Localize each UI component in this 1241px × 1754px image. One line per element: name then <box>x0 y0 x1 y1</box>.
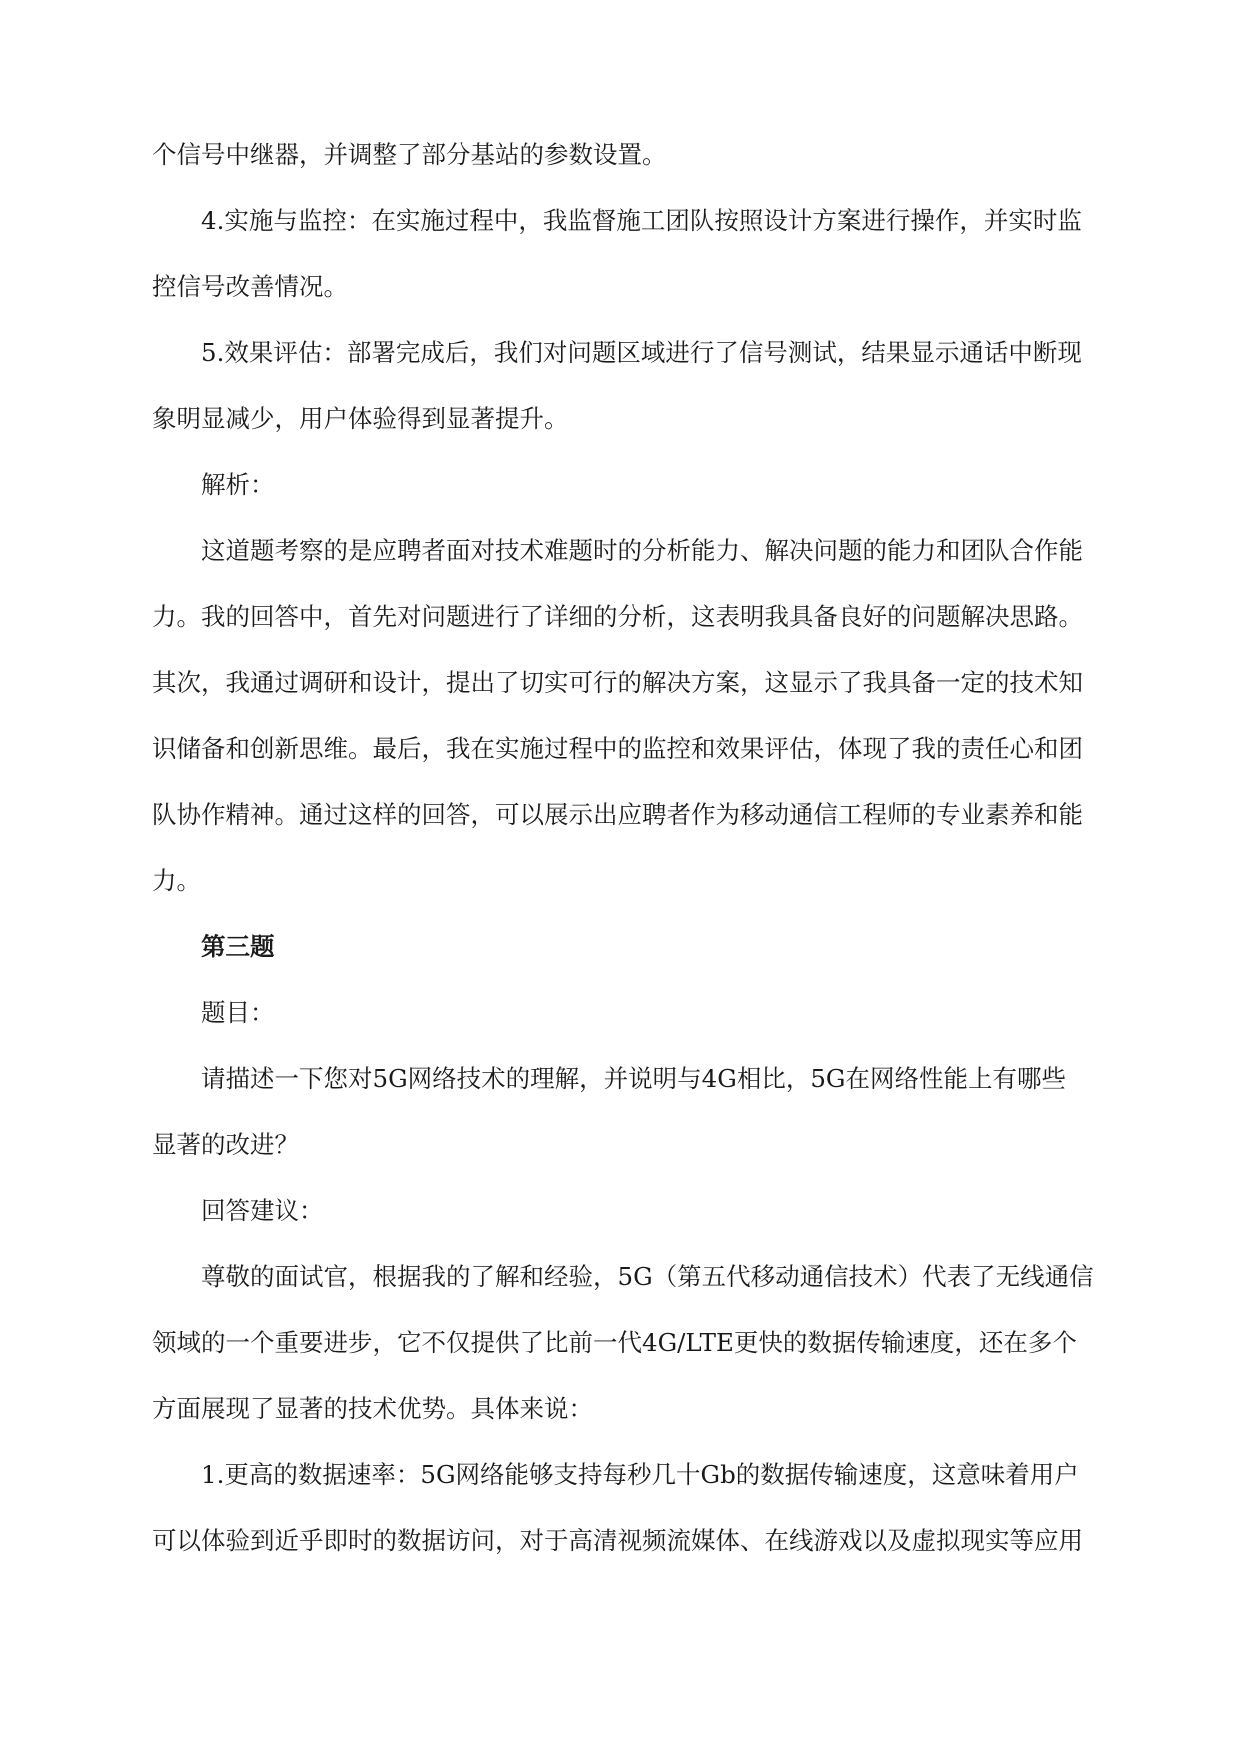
text-line: 其次，我通过调研和设计，提出了切实可行的解决方案，这显示了我具备一定的技术知 <box>152 668 1083 697</box>
document-body <box>152 138 1092 1590</box>
text-line: 领域的一个重要进步，它不仅提供了比前一代4G/LTE更快的数据传输速度，还在多个 <box>152 1328 1077 1357</box>
text-line: 力。 <box>152 866 201 895</box>
section-label: 回答建议： <box>201 1196 324 1225</box>
text-line: 5.效果评估：部署完成后，我们对问题区域进行了信号测试，结果显示通话中断现 <box>201 338 1082 367</box>
text-line: 这道题考察的是应聘者面对技术难题时的分析能力、解决问题的能力和团队合作能 <box>201 536 1083 565</box>
section-label: 解析： <box>201 470 275 499</box>
text-line: 可以体验到近乎即时的数据访问，对于高清视频流媒体、在线游戏以及虚拟现实等应用 <box>152 1526 1083 1555</box>
text-line: 1.更高的数据速率：5G网络能够支持每秒几十Gb的数据传输速度，这意味着用户 <box>201 1460 1079 1489</box>
text-line: 控信号改善情况。 <box>152 272 348 301</box>
text-line: 请描述一下您对5G网络技术的理解，并说明与4G相比，5G在网络性能上有哪些 <box>201 1064 1066 1093</box>
text-line: 个信号中继器，并调整了部分基站的参数设置。 <box>152 140 667 169</box>
text-line: 显著的改进？ <box>152 1130 299 1159</box>
section-label: 题目： <box>201 998 275 1027</box>
text-line: 4.实施与监控：在实施过程中，我监督施工团队按照设计方案进行操作，并实时监 <box>201 206 1082 235</box>
text-line: 方面展现了显著的技术优势。具体来说： <box>152 1394 593 1423</box>
text-line: 力。我的回答中，首先对问题进行了详细的分析，这表明我具备良好的问题解决思路。 <box>152 602 1083 631</box>
text-line: 识储备和创新思维。最后，我在实施过程中的监控和效果评估，体现了我的责任心和团 <box>152 734 1083 763</box>
text-line: 尊敬的面试官，根据我的了解和经验，5G（第五代移动通信技术）代表了无线通信 <box>201 1262 1094 1291</box>
text-line: 队协作精神。通过这样的回答，可以展示出应聘者作为移动通信工程师的专业素养和能 <box>152 800 1083 829</box>
text-line: 象明显减少，用户体验得到显著提升。 <box>152 404 569 433</box>
section-heading: 第三题 <box>201 932 275 961</box>
